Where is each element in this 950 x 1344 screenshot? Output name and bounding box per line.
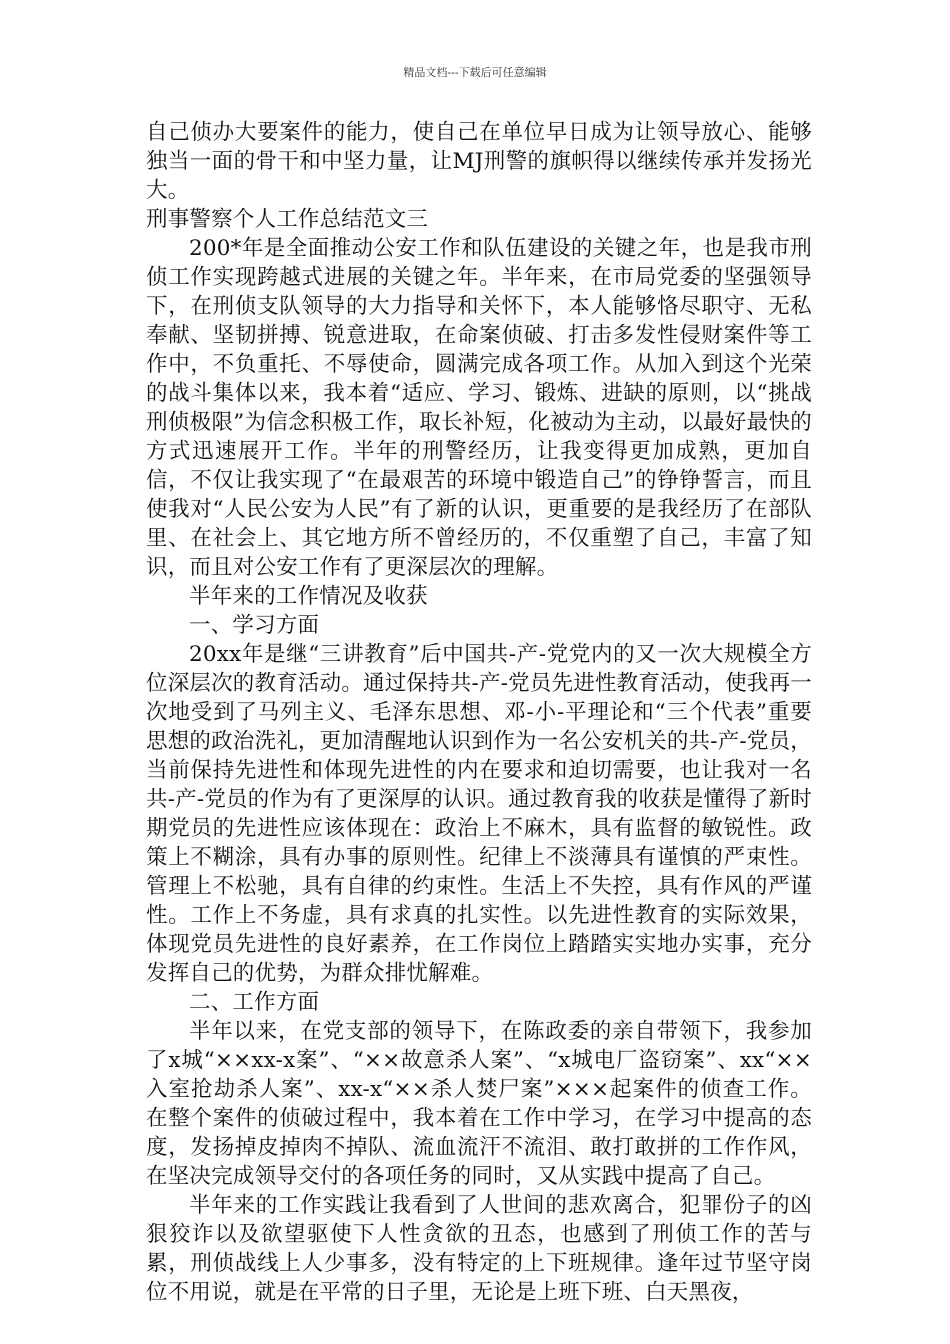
paragraph-experience: 半年来的工作实践让我看到了人世间的悲欢离合，犯罪份子的凶狠狡诈以及欲望驱使下人性贪欲的丑态，也感到了刑侦工作的苦与累，刑侦战线上人少事多，没有特定的上下班规律。逢年过节坚守岗位不用说，就是在平常的日子里，无论是上班下班、白天黑夜， [146,1193,812,1305]
document-body [146,118,812,1307]
paragraph-work: 半年以来，在党支部的领导下，在陈政委的亲自带领下，我参加了x城“××xx-x案”、“××故意杀人案”、“x城电厂盗窃案”、xx“××入室抢劫杀人案”、xx-x“××杀人焚尸案”×××起案件的侦查工作。在整个案件的侦破过程中，我本着在工作中学习，在学习中提高的态度，发扬掉皮掉肉不掉队、流血流汗不流泪、敢打敢拼的工作作风，在坚决完成领导交付的各项任务的同时，又从实践中提高了自己。 [146,1019,812,1189]
page-header: 精品文档---下载后可任意编辑 [403,66,547,79]
paragraph-study: 20xx年是继“三讲教育”后中国共-产-党党内的又一次大规模全方位深层次的教育活动。通过保持共-产-党员先进性教育活动，使我再一次地受到了马列主义、毛泽东思想、邓-小-平理论和“三个代表”重要思想的政治洗礼，更加清醒地认识到作为一名公安机关的共-产-党员，当前保持先进性和体现先进性的内在要求和迫切需要，也让我对一名共-产-党员的作为有了更深厚的认识。通过教育我的收获是懂得了新时期党员的先进性应该体现在：政治上不麻木，具有监督的敏锐性。政策上不糊涂，具有办事的原则性。纪律上不淡薄具有谨慎的严束性。管理上不松驰，具有自律的约束性。生活上不失控，具有作风的严谨性。工作上不务虚，具有求真的扎实性。以先进性教育的实际效果，体现党员先进性的良好素养，在工作岗位上踏踏实实地办实事，充分发挥自己的优势，为群众排忧解难。 [146,642,812,986]
subheading-work: 二、工作方面 [189,990,320,1015]
section-title: 刑事警察个人工作总结范文三 [146,207,429,232]
paragraph-continuation: 自己侦办大要案件的能力，使自己在单位早日成为让领导放心、能够独当一面的骨干和中坚力量，让MJ刑警的旗帜得以继续传承并发扬光大。 [146,120,812,203]
subheading-summary: 半年来的工作情况及收获 [189,584,428,609]
paragraph-intro: 200*年是全面推动公安工作和队伍建设的关键之年，也是我市刑侦工作实现跨越式进展的关键之年。半年来，在市局党委的坚强领导下，在刑侦支队领导的大力指导和关怀下，本人能够恪尽职守、无私奉献、坚韧拼搏、锐意进取，在命案侦破、打击多发性侵财案件等工作中，不负重托、不辱使命，圆满完成各项工作。从加入到这个光荣的战斗集体以来，我本着“适应、学习、锻炼、进缺的原则，以“挑战刑侦极限”为信念积极工作，取长补短，化被动为主动，以最好最快的方式迅速展开工作。半年的刑警经历，让我变得更加成熟，更加自信，不仅让我实现了“在最艰苦的环境中锻造自己”的铮铮誓言，而且使我对“人民公安为人民”有了新的认识，更重要的是我经历了在部队里、在社会上、其它地方所不曾经历的，不仅重塑了自己，丰富了知识，而且对公安工作有了更深层次的理解。 [146,236,812,580]
subheading-study: 一、学习方面 [189,613,320,638]
